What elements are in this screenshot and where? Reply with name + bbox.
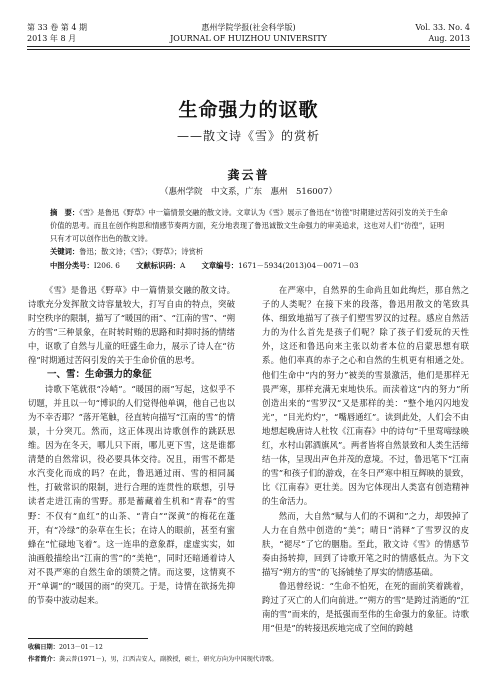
section-heading: 一、雪：生命强力的象征: [47, 368, 152, 380]
keywords-label: 关键词：: [50, 247, 80, 256]
date-cn: 2013 年 8 月: [27, 34, 77, 43]
received-date: 收稿日期：2013－01－12: [28, 644, 103, 651]
paragraph: 在严寒中，自然界的生命尚且如此绚烂，那自然之子的人类呢？在接下来的段落，鲁迅用散文的笔致具体、细致地描写了孩子们塑雪罗汉的过程。感应自然活力的为什么首先是孩子们呢？除了孩子们爱玩的天性外，这还和鲁迅向来主张以幼者本位的启蒙思想有联系。他们率真的赤子之心和自然的生机更有相通之处。他们生命中“内的努力”被美的雪景激活，他们是那样无畏严寒，那样充满无束地快乐。而渎着这“内的努力”所创造出来的“雪罗汉”又是那样的美：“整个地闪闪地发光”，“目光灼灼”，“嘴唇通红”。读到此处，人们会不由地想起晚唐诗人杜牧《江南春》中的诗句“千里莺啼绿映红，水村山郭酒旗风”。两者皆将自然景致和人类生活缔结一体，呈现出声色并茂的意境。不过，鲁迅笔下“江南的雪”和孩子们的游戏，在冬日严寒中相互辉映的景致，比《江南春》更壮美。因为它体现出人类富有创造精神的生命活力。: [262, 285, 469, 507]
date-en: Aug. 2013: [428, 34, 470, 43]
abstract-label: 摘 要：: [50, 208, 80, 217]
header-rule-thick: [27, 46, 470, 47]
body-column-left: [28, 283, 235, 607]
author-name: 龚云普: [227, 168, 270, 182]
issue-info-en: [415, 22, 470, 44]
article-number: 文章编号：1671－5934(2013)04－0071－03: [201, 261, 359, 270]
document-code: 文献标识码：A: [136, 261, 186, 270]
classification-line: [50, 261, 450, 271]
footnote-rule: [28, 638, 148, 639]
article-title: 生命强力的讴歌: [178, 99, 319, 121]
volume-cn: 第 33 卷 第 4 期: [27, 23, 87, 32]
abstract-text: 《雪》是鲁迅《野草》中一篇情景交融的散文诗。文章认为《雪》展示了鲁迅在“彷徨”时期建过苦闷引发的关于生命价值的思考。而且在创作构思和情感节奏两方面，充分地表现了鲁迅诚散文生命强力的审美追求，这也对人们“彷徨”，证明只有才可以创作出色的散文诗。: [50, 208, 448, 243]
author-bio: 作者简介：龚云普(1971－)，男，江西吉安人，副教授，硕士，研究方向为中国现代诗歌。: [28, 656, 278, 663]
paragraph: 诗歌下笔就很“冷峭”。“暖国的雨”写起，这似乎不切题，并且以一句“博识的人们觉得他单调，他自己也以为不幸否耶？”落开笔触，径直转向描写“江南的雪”的情景，十分突兀。然而，这正体现出诗歌创作的跳跃思维。因为在冬天，哪儿只下雨，哪儿更下雪，这是谁都清楚的自然常识，役必要具体交待。况且，雨雪不都是水汽变化而成的吗？在此，鲁迅通过雨、雪的相同属性，打破常识的限制，进行合理的连贯性的联想，引导读者走进江南的雪野。那是蓄藏着生机和“青春”的雪野：不仅有“血红”的山茶、“青白”“深黄”的梅花在蓬开，有“冷绿”的杂草在生长；在诗人的眼前，甚至有蜜蜂在“忙碌地飞着”。这一连串的意象群，虚虚实实，如油画般描绘出“江南的雪”的“美艳”，同时还暗通着诗人对不畏严寒的自然生命的颂赞之情。而这要，这情爽不开“单调”的“暖国的雨”的突兀。于是，诗情在欲扬先抑的节奏中波动起来。: [28, 383, 235, 606]
header-rule-thin: [27, 49, 470, 50]
volume-en: Vol. 33. No. 4: [415, 23, 470, 32]
abstract: [50, 206, 450, 245]
article-subtitle: ——散文诗《雪》的赏析: [176, 129, 320, 143]
journal-name-en: JOURNAL OF HUIZHOU UNIVERSITY: [170, 34, 327, 43]
clc-code: 中图分类号：I206. 6: [50, 261, 120, 270]
author-affiliation: （惠州学院 中文系，广东 惠州 516007）: [160, 187, 337, 197]
paragraph: 鲁迅曾经说：“生命不怕死，在死的面前笑着跳着，跨过了灭亡的人们向前进。”“朔方的雪”是跨过消逝的“江南的雪”而来的，是抵强而至伟的生命强力的象征。诗歌用“但是”的转接迅疾地完成了空间的跨越: [262, 580, 469, 634]
keywords-text: 鲁迅；散文诗；《雪》；《野草》；诗赏析: [79, 247, 204, 256]
body-column-right: [262, 283, 469, 635]
paragraph: 《雪》是鲁迅《野草》中一篇情景交融的散文诗。诗歌充分发挥散文诗容量较大，打写自由的特点，突破时空秩序的限制，描写了“暖国的雨”、“江南的雪”、“朔方的雪”三种景象，在时转时贿的思路和时抑时扬的情绪中，讴歌了自然与儿童的旺盛生命力，展示了诗人在“彷徨”时期通过苦闷引发的关于生命价值的思考。: [28, 285, 235, 366]
keywords: [50, 247, 203, 257]
journal-name-cn: 惠州学院学报(社会科学版): [201, 23, 296, 32]
paragraph: 然而，大自然“赋与人们的不调和”之力，却毁掉了人力在自然中创造的“美”；晴日“消释”了雪罗汉的皮肤，“褪尽”了它的胭脂。至此，散文诗《雪》的情感节奏由扬转抑，回到了诗歌开笔之时的情感低点。为下文描写“朔方的雪”的飞扬铺垫了厚实的情感基础。: [262, 510, 469, 577]
